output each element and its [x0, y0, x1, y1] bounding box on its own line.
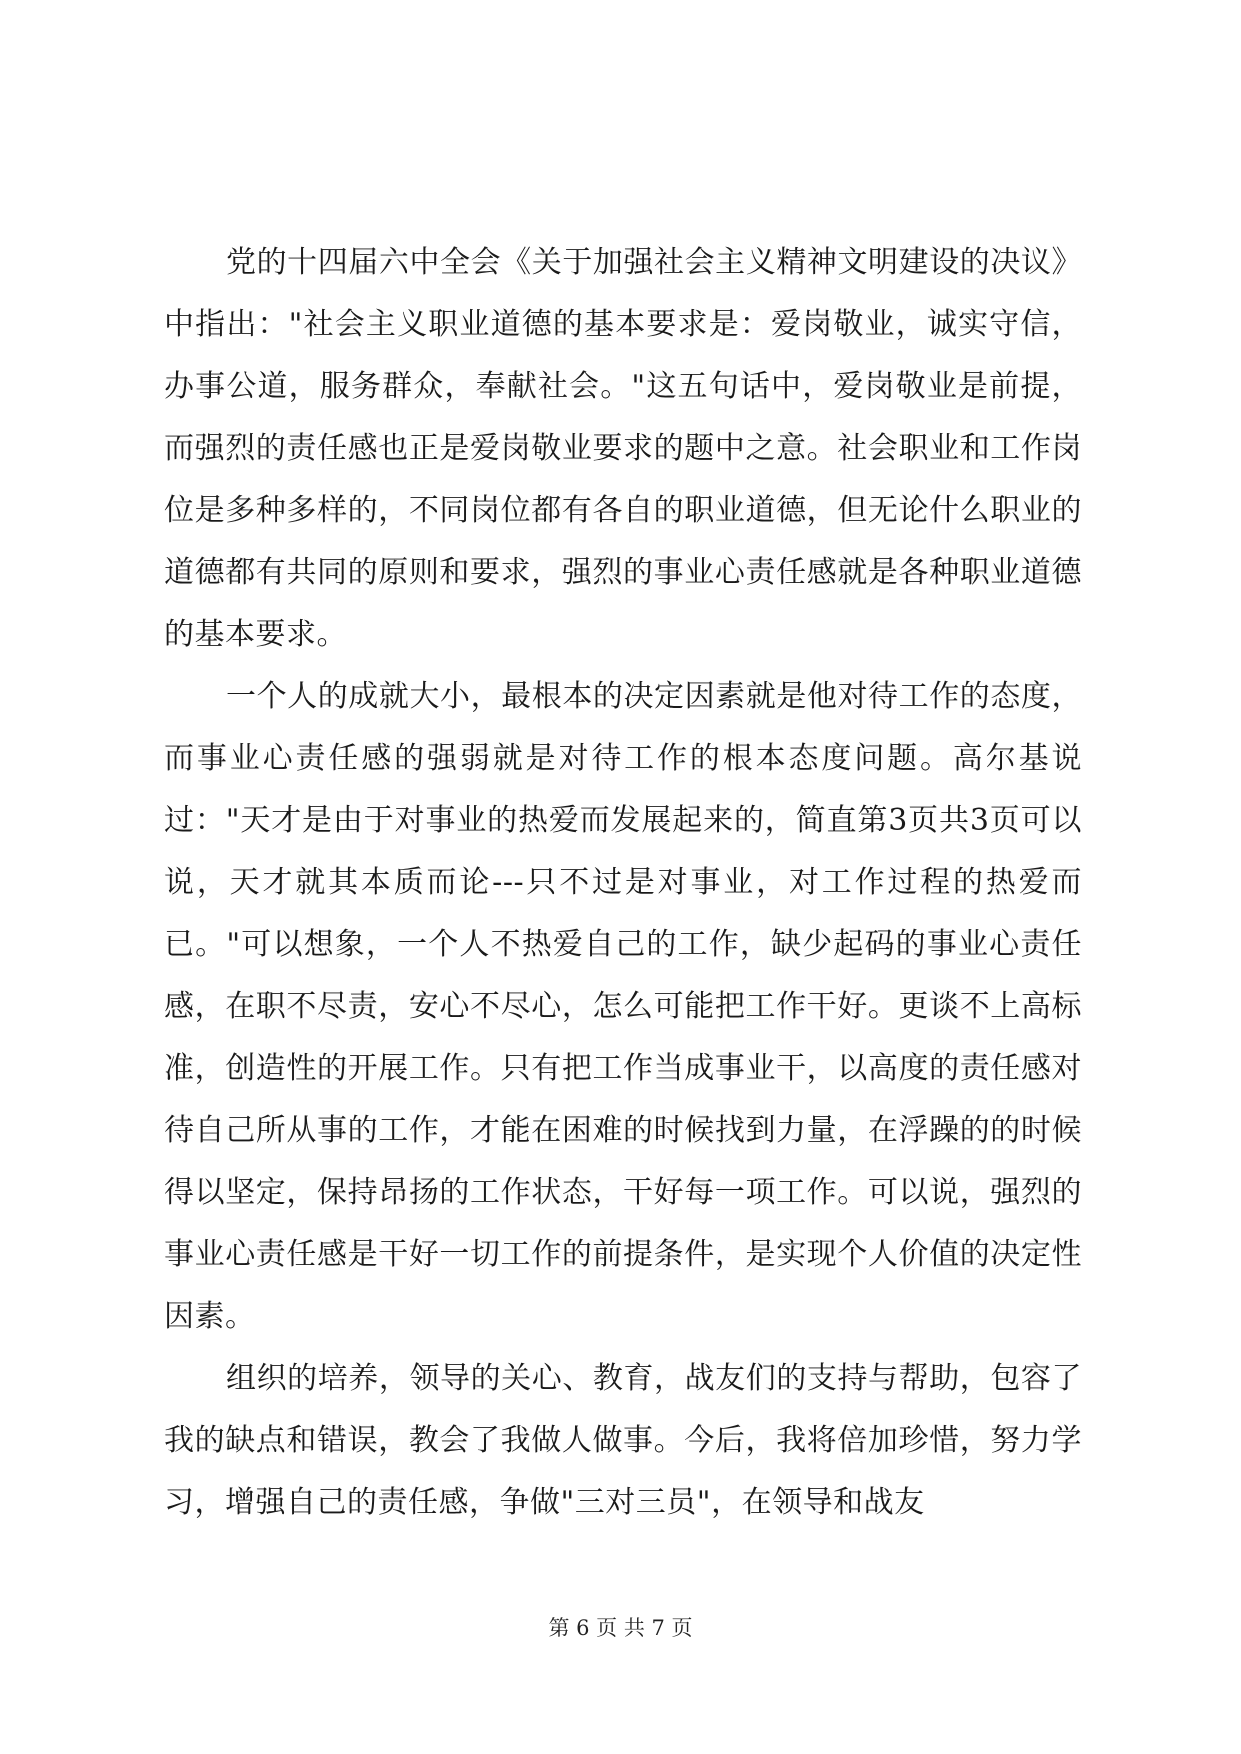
paragraph-3: 组织的培养，领导的关心、教育，战友们的支持与帮助，包容了我的缺点和错误，教会了我做人做事。今后，我将倍加珍惜，努力学习，增强自己的责任感，争做"三对三员"，在领导和战友 — [164, 1361, 1082, 1520]
paragraph-1: 党的十四届六中全会《关于加强社会主义精神文明建设的决议》中指出："社会主义职业道德的基本要求是：爱岗敬业，诚实守信，办事公道，服务群众，奉献社会。"这五句话中，爱岗敬业是前提，而强烈的责任感也正是爱岗敬业要求的题中之意。社会职业和工作岗位是多种多样的，不同岗位都有各自的职业道德，但无论什么职业的道德都有共同的原则和要求，强烈的事业心责任感就是各种职业道德的基本要求。 — [164, 245, 1082, 652]
page-footer: 第 6 页 共 7 页 — [548, 1616, 693, 1640]
document-body — [164, 232, 1082, 1534]
paragraph-2: 一个人的成就大小，最根本的决定因素就是他对待工作的态度，而事业心责任感的强弱就是对待工作的根本态度问题。高尔基说过："天才是由于对事业的热爱而发展起来的，简直第3页共3页可以说，天才就其本质而论---只不过是对事业，对工作过程的热爱而已。"可以想象，一个人不热爱自己的工作，缺少起码的事业心责任感，在职不尽责，安心不尽心，怎么可能把工作干好。更谈不上高标准，创造性的开展工作。只有把工作当成事业干，以高度的责任感对待自己所从事的工作，才能在困难的时候找到力量，在浮躁的的时候得以坚定，保持昂扬的工作状态，干好每一项工作。可以说，强烈的事业心责任感是干好一切工作的前提条件，是实现个人价值的决定性因素。 — [164, 679, 1082, 1334]
